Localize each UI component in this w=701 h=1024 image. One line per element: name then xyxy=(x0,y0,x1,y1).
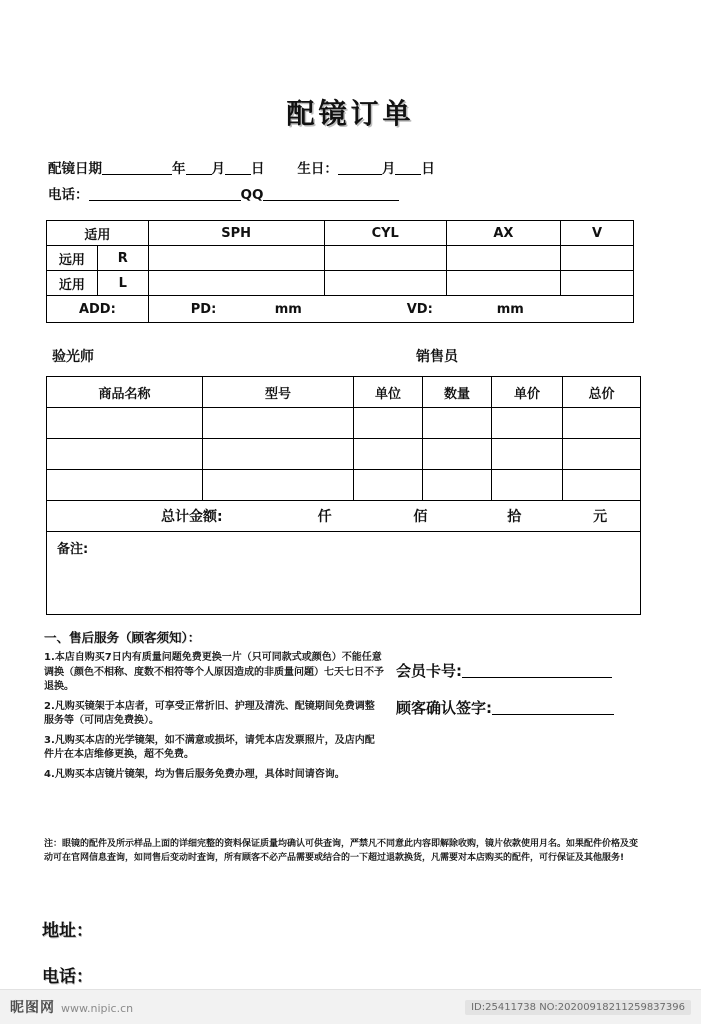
footer-address-label: 地址： xyxy=(42,921,93,941)
total-unit-bai: 佰 xyxy=(413,509,428,525)
birthday-label: 生日： xyxy=(297,161,338,177)
watermark-id: ID:25411738 NO:20200918211259837396 xyxy=(465,1000,691,1015)
goods-header-total: 总价 xyxy=(563,377,641,408)
rx-row-near xyxy=(47,271,634,296)
rx-header-cyl: CYL xyxy=(324,221,446,246)
goods-header-name: 商品名称 xyxy=(47,377,203,408)
goods-cell-total-2[interactable] xyxy=(563,439,641,470)
goods-total-row xyxy=(47,501,641,532)
goods-cell-unit-3[interactable] xyxy=(354,470,423,501)
rx-cell-r-v[interactable] xyxy=(560,246,633,271)
terms-note: 注：眼镜的配件及所示样品上面的详细完整的资料保证质量均确认可供查询，严禁凡不同意此内容即解除收购，镜片依款使用月名。如果配件价格及变动可在官网信息查询，如同售后变动时查询，所有顾客不必产品需要或结合的一下超过退款换货，凡需要对本店购买的配件，可行保证及其他服务! xyxy=(44,839,639,863)
goods-cell-qty-3[interactable] xyxy=(423,470,492,501)
goods-cell-total-1[interactable] xyxy=(563,408,641,439)
pd-label: PD: xyxy=(190,301,217,317)
terms-item-3: 3.凡购买本店的光学镜架，如不满意或损坏，请凭本店发票照片，及店内配件片在本店维修更换，超不免费。 xyxy=(44,734,375,760)
date-label: 配镜日期 xyxy=(48,161,102,177)
terms-item-1: 1.本店自购买7日内有质量问题免费更换一片（只可同款式或颜色）不能任意调换（颜色不相称、度数不相符等个人原因造成的非质量问题）七天七日不予退换。 xyxy=(44,652,384,692)
page-title: 配镜订单 xyxy=(286,97,415,130)
goods-cell-price-1[interactable] xyxy=(492,408,563,439)
rx-cell-l-cyl[interactable] xyxy=(324,271,446,296)
total-unit-qian: 仟 xyxy=(317,509,332,525)
rx-cell-l-v[interactable] xyxy=(560,271,633,296)
birthday-month-blank[interactable] xyxy=(338,161,382,175)
watermark-bar xyxy=(0,989,701,1024)
birthday-month-label: 月 xyxy=(381,161,396,177)
customer-signature-label: 顾客确认签字: xyxy=(396,699,492,717)
qq-blank[interactable] xyxy=(263,187,399,201)
goods-cell-price-3[interactable] xyxy=(492,470,563,501)
rx-header-row xyxy=(47,221,634,246)
rx-row-distance xyxy=(47,246,634,271)
rx-label-distance: 远用 xyxy=(47,246,98,271)
add-label: ADD: xyxy=(47,296,149,323)
rx-cell-r-ax[interactable] xyxy=(446,246,560,271)
phone-label: 电话： xyxy=(48,187,89,203)
date-month-blank[interactable] xyxy=(186,161,212,175)
terms-title: 一、售后服务（顾客须知）： xyxy=(44,630,201,645)
terms-item-4: 4.凡购买本店镜片镜架，均为售后服务免费办理，具体时间请咨询。 xyxy=(44,768,345,780)
rx-row-add xyxy=(47,296,634,323)
vd-label: VD: xyxy=(406,301,433,317)
month-label: 月 xyxy=(211,161,225,177)
goods-header-row xyxy=(47,377,641,408)
total-unit-shi: 拾 xyxy=(507,509,522,525)
rx-label-near: 近用 xyxy=(47,271,98,296)
rx-eye-left: L xyxy=(97,271,148,296)
watermark-brand: 昵图网 xyxy=(10,1000,55,1016)
rx-header-v: V xyxy=(560,221,633,246)
rx-cell-r-cyl[interactable] xyxy=(324,246,446,271)
prescription-table xyxy=(46,220,634,323)
goods-cell-total-3[interactable] xyxy=(563,470,641,501)
customer-signature-row xyxy=(396,697,614,718)
total-amount-cell xyxy=(47,501,641,532)
customer-signature-blank[interactable] xyxy=(492,701,614,715)
birthday-day-blank[interactable] xyxy=(395,161,421,175)
header-phone-row xyxy=(48,183,399,203)
rx-header-sph: SPH xyxy=(148,221,324,246)
goods-cell-name-2[interactable] xyxy=(47,439,203,470)
date-day-blank[interactable] xyxy=(225,161,251,175)
total-unit-yuan: 元 xyxy=(593,509,608,525)
date-year-blank[interactable] xyxy=(102,161,172,175)
goods-table xyxy=(46,376,641,615)
goods-cell-qty-1[interactable] xyxy=(423,408,492,439)
goods-header-unit: 单位 xyxy=(354,377,423,408)
goods-cell-price-2[interactable] xyxy=(492,439,563,470)
pd-vd-cell xyxy=(148,296,633,323)
terms-item-2: 2.凡购买镜架于本店者，可享受正常折旧、护理及清洗、配镜期间免费调整服务等（可同店免费换）。 xyxy=(44,700,375,726)
goods-header-price: 单价 xyxy=(492,377,563,408)
goods-header-qty: 数量 xyxy=(423,377,492,408)
table-row xyxy=(47,408,641,439)
table-row xyxy=(47,470,641,501)
member-card-blank[interactable] xyxy=(462,664,612,678)
rx-cell-l-ax[interactable] xyxy=(446,271,560,296)
pd-unit: mm xyxy=(274,301,302,317)
goods-cell-model-3[interactable] xyxy=(203,470,354,501)
rx-header-ax: AX xyxy=(446,221,560,246)
terms-section xyxy=(44,628,384,787)
footer-phone-label: 电话： xyxy=(42,967,93,987)
qq-label: QQ xyxy=(240,187,264,203)
header-date-row xyxy=(48,157,435,177)
day-label: 日 xyxy=(251,161,265,177)
remark-label[interactable]: 备注: xyxy=(47,532,641,615)
phone-blank[interactable] xyxy=(89,187,241,201)
salesperson-label: 销售员 xyxy=(416,349,458,365)
goods-cell-qty-2[interactable] xyxy=(423,439,492,470)
goods-cell-unit-1[interactable] xyxy=(354,408,423,439)
member-card-row xyxy=(396,660,614,681)
goods-cell-model-1[interactable] xyxy=(203,408,354,439)
goods-cell-name-1[interactable] xyxy=(47,408,203,439)
table-row xyxy=(47,439,641,470)
goods-remark-row xyxy=(47,532,641,615)
year-label: 年 xyxy=(172,161,186,177)
birthday-day-label: 日 xyxy=(421,161,435,177)
vd-unit: mm xyxy=(496,301,524,317)
goods-cell-name-3[interactable] xyxy=(47,470,203,501)
watermark-logo xyxy=(10,997,133,1017)
rx-cell-r-sph[interactable] xyxy=(148,246,324,271)
member-card-label: 会员卡号: xyxy=(396,662,462,680)
goods-header-model: 型号 xyxy=(203,377,354,408)
goods-cell-unit-2[interactable] xyxy=(354,439,423,470)
total-amount-label: 总计金额: xyxy=(161,509,223,525)
rx-cell-l-sph[interactable] xyxy=(148,271,324,296)
watermark-url: www.nipic.cn xyxy=(61,1002,134,1015)
member-section xyxy=(396,660,614,718)
optometrist-label: 验光师 xyxy=(52,349,94,365)
rx-eye-right: R xyxy=(97,246,148,271)
rx-header-usage: 适用 xyxy=(47,221,149,246)
goods-cell-model-2[interactable] xyxy=(203,439,354,470)
